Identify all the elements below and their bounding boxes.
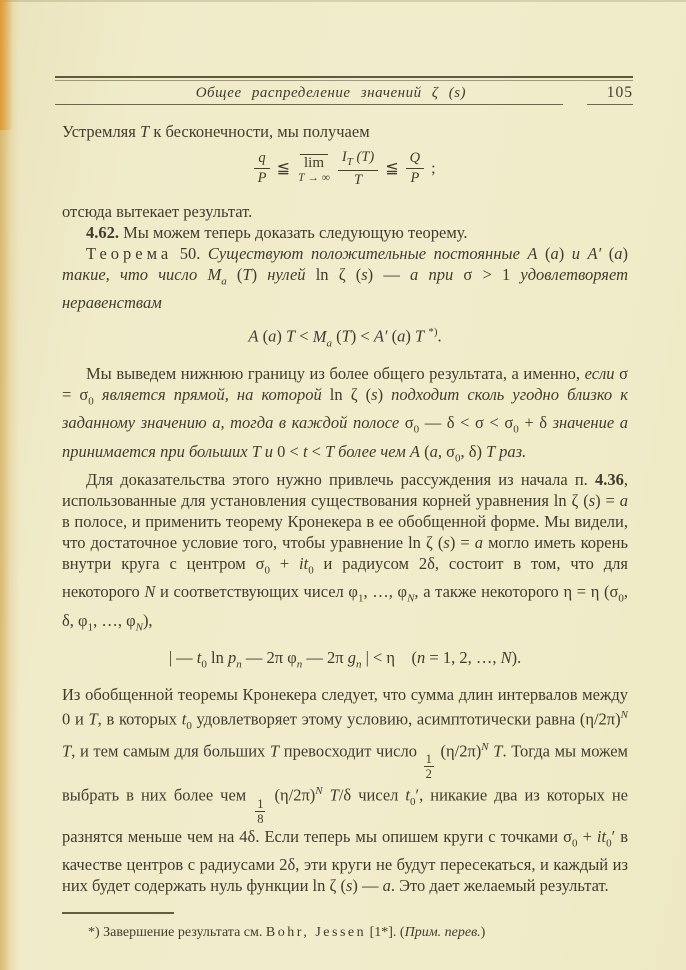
fraction-q-over-P: $\frac{q}{P}$ — [254, 150, 269, 187]
footnote-area — [62, 912, 628, 942]
fraction-Q-over-P: $\frac{Q}{P}$ — [406, 150, 424, 187]
chapter-title: Общее распределение значений ζ (s) — [195, 85, 467, 101]
fraction-I-over-T: $\frac{I_T (T)}{T}$ — [338, 149, 378, 189]
leq-sign: ≦ — [276, 160, 291, 178]
display-formula-kronecker-condition: | — $t_0$ $\ln p_n$ — 2π $\varphi_n$ — 2π $g_n$ | < η (n = 1, 2, …, N). — [168, 647, 522, 671]
paragraph-kronecker: Из обобщенной теоремы Кронекера следует, что сумма длин интервалов между 0 и T, в которых $t_0$ удовлетворяет этому условию, асимптотически равна $(\eta/2\pi)^N$ T, и тем самым для больших T превосходит число $\frac{1}{2}$ $(\eta/2\pi)^N$ T. Тогда мы можем выбрать в них более чем $\frac{1}{8}$ $(\eta/2\pi)^N$ T/δ чисел $t_0'$, никакие два из которых не разнятся меньше чем на 4δ. Если теперь мы опишем круги с точками $\sigma_0 + it_0'$ в качестве центров с радиусами 2δ, эти круги не будут пересекаться, и каждый из них будет содержать нуль функции ln ζ (s) — a. Это дает желаемый результат. — [62, 685, 629, 896]
paragraph-theorem-50: Теорема 50. Существуют положительные постоянные A (a) и A′ (a) такие, что число $M_a$ (T) нулей ln ζ (s) — a при σ > 1 удовлетворяет неравенствам — [62, 243, 629, 313]
header-rule-top — [55, 76, 633, 78]
semicolon: ; — [431, 160, 436, 178]
header-underline — [55, 104, 633, 105]
header-row — [55, 81, 633, 102]
page-left-edge-fade — [0, 130, 10, 970]
paragraph-intro: Устремляя T к бесконечности, мы получаем — [62, 122, 370, 141]
leq-sign: ≦ — [385, 160, 399, 178]
paragraph-result: отсюда вытекает результат. — [62, 201, 253, 221]
scan-top-edge — [0, 0, 686, 2]
footnote-text: *) Завершение результата см. Bohr, Jessen [1*]. (Прим. перев.) — [88, 925, 486, 941]
paragraph-section-4-62: 4.62. Мы можем теперь доказать следующую теорему. — [86, 222, 468, 242]
footnote-rule — [62, 912, 174, 914]
header-underline-left — [55, 104, 563, 105]
header-rule-second — [55, 80, 633, 81]
paragraph-lower-bound: Мы выведем нижнюю границу из более общего результата, а именно, если $\sigma = \sigma_0$ является прямой, на которой ln ζ (s) подходит сколь угодно близко к заданному значению a, тогда в каждой полосе $\sigma_0$ — $\delta < \sigma < \sigma_0 + \delta$ значение a принимается при больших T и 0 < t < T более чем A (a, $\sigma_0$, δ) T раз. — [62, 364, 628, 464]
page-left-edge-orange — [0, 0, 13, 130]
page-number: 105 — [606, 84, 633, 101]
display-formula-theorem-bound: A (a) $T < M_a$ (T) < A′ (a) T *). — [248, 326, 442, 350]
running-header — [55, 76, 633, 105]
limsup-operator: lim T → ∞ — [298, 155, 330, 184]
paragraph-proof: Для доказательства этого нужно привлечь рассуждения из начала п. 4.36, использованные для установления существования корней уравнения ln ζ (s) = a в полосе, и применить теорему Кронекера в ее обобщенной форме. Мы видели, что достаточное условие того, чтобы уравнение ln ζ (s) = a могло иметь корень внутри круга с центром $\sigma_0 + it_0$ и радиусом 2δ, состоит в том, что для некоторого N и соответствующих чисел $\varphi_1$, …, $\varphi_N$, а также некоторого η = η ($\sigma_0$, δ, $\varphi_1$, …, $\varphi_N$), — [62, 469, 629, 633]
page-content — [62, 121, 628, 942]
header-underline-right — [587, 104, 633, 105]
display-formula-limit — [62, 149, 628, 189]
